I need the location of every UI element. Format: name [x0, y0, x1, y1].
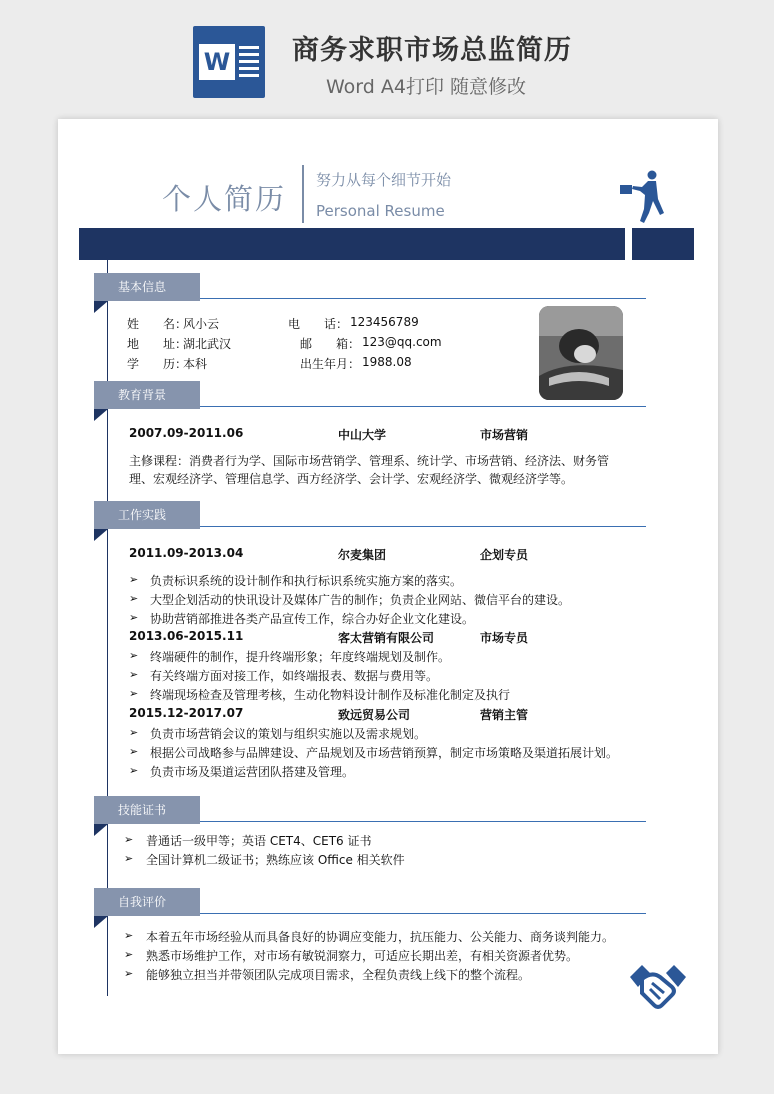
header-bar — [79, 228, 625, 260]
edu-period: 2007.09-2011.06 — [129, 426, 244, 440]
profile-photo — [539, 306, 623, 400]
bullet-icon: ➢ — [129, 687, 139, 700]
bullet-icon: ➢ — [129, 668, 139, 681]
list-item: 大型企划活动的快讯设计及媒体广告的制作；负责企业网站、微信平台的建设。 — [150, 593, 571, 607]
edu-courses-line1: 主修课程：消费者行为学、国际市场营销学、管理系、统计学、市场营销、经济法、财务管 — [129, 454, 610, 468]
section-self-evaluation: 自我评价 — [94, 888, 200, 916]
list-item: 根据公司战略参与品牌建设、产品规划及市场营销预算，制定市场策略及渠道拓展计划。 — [150, 746, 619, 760]
section-basic-info: 基本信息 — [94, 273, 200, 301]
banner — [0, 0, 774, 110]
list-item: 负责标识系统的设计制作和执行标识系统实施方案的落实。 — [150, 574, 463, 588]
bullet-icon: ➢ — [129, 649, 139, 662]
bullet-icon: ➢ — [129, 764, 139, 777]
bullet-icon: ➢ — [124, 833, 134, 846]
list-item: 终端硬件的制作，提升终端形象；年度终端规划及制作。 — [150, 650, 451, 664]
person-photo-icon — [539, 306, 623, 400]
resume-motto: 努力从每个细节开始 — [316, 171, 452, 189]
list-item: 熟悉市场维护工作，对市场有敏锐洞察力，可适应长期出差，有相关资源者优势。 — [146, 949, 579, 963]
name-label: 姓 名： — [127, 317, 188, 331]
bullet-icon: ➢ — [129, 726, 139, 739]
list-item: 协助营销部推进各类产品宣传工作，综合办好企业文化建设。 — [150, 612, 475, 626]
timeline-line — [107, 260, 108, 996]
section-work: 工作实践 — [94, 501, 200, 529]
name-value: 风小云 — [183, 317, 220, 331]
email-label: 邮 箱： — [300, 337, 361, 351]
banner-subtitle: Word A4打印 随意修改 — [326, 76, 527, 98]
resume-english-title: Personal Resume — [316, 202, 445, 220]
job-period: 2011.09-2013.04 — [129, 546, 244, 560]
resume-page — [58, 119, 718, 1054]
degree-value: 本科 — [183, 357, 208, 371]
edu-school: 中山大学 — [338, 428, 387, 442]
bullet-icon: ➢ — [129, 592, 139, 605]
job-company: 致远贸易公司 — [338, 708, 411, 722]
list-item: 普通话一级甲等；英语 CET4、CET6 证书 — [146, 834, 372, 848]
list-item: 负责市场及渠道运营团队搭建及管理。 — [150, 765, 355, 779]
list-item: 终端现场检查及管理考核，生动化物料设计制作及标准化制定及执行 — [150, 688, 511, 702]
header-bar-side — [632, 228, 694, 260]
bullet-icon: ➢ — [124, 929, 134, 942]
resume-title: 个人简历 — [162, 182, 287, 216]
list-item: 本着五年市场经验从而具备良好的协调应变能力，抗压能力、公关能力、商务谈判能力。 — [146, 930, 615, 944]
job-company: 尔麦集团 — [338, 548, 387, 562]
email-value: 123@qq.com — [362, 335, 442, 349]
edu-courses-line2: 理、宏观经济学、管理信息学、西方经济学、会计学、宏观经济学、微观经济学等。 — [129, 472, 574, 486]
handshake-icon — [628, 957, 688, 1013]
word-logo-letter: W — [199, 44, 235, 80]
word-icon — [193, 26, 265, 98]
job-role: 营销主管 — [480, 708, 529, 722]
degree-label: 学 历： — [127, 357, 188, 371]
job-company: 客太营销有限公司 — [338, 631, 435, 645]
section-education: 教育背景 — [94, 381, 200, 409]
bullet-icon: ➢ — [129, 573, 139, 586]
birth-label: 出生年月： — [300, 357, 361, 371]
banner-title: 商务求职市场总监简历 — [292, 35, 572, 66]
bullet-icon: ➢ — [129, 745, 139, 758]
title-divider — [302, 165, 304, 223]
list-item: 全国计算机二级证书；熟练应该 Office 相关软件 — [146, 853, 405, 867]
job-period: 2015.12-2017.07 — [129, 706, 244, 720]
edu-major: 市场营销 — [480, 428, 529, 442]
list-item: 有关终端方面对接工作，如终端报表、数据与费用等。 — [150, 669, 439, 683]
list-item: 能够独立担当并带领团队完成项目需求，全程负责线上线下的整个流程。 — [146, 968, 531, 982]
businessman-icon — [618, 169, 668, 225]
job-role: 市场专员 — [480, 631, 529, 645]
address-label: 地 址： — [127, 337, 188, 351]
job-period: 2013.06-2015.11 — [129, 629, 244, 643]
section-skills: 技能证书 — [94, 796, 200, 824]
job-role: 企划专员 — [480, 548, 529, 562]
bullet-icon: ➢ — [124, 967, 134, 980]
birth-value: 1988.08 — [362, 355, 412, 369]
bullet-icon: ➢ — [124, 852, 134, 865]
address-value: 湖北武汉 — [183, 337, 232, 351]
phone-label: 电 话： — [288, 317, 349, 331]
phone-value: 123456789 — [350, 315, 419, 329]
list-item: 负责市场营销会议的策划与组织实施以及需求规划。 — [150, 727, 427, 741]
bullet-icon: ➢ — [129, 611, 139, 624]
bullet-icon: ➢ — [124, 948, 134, 961]
